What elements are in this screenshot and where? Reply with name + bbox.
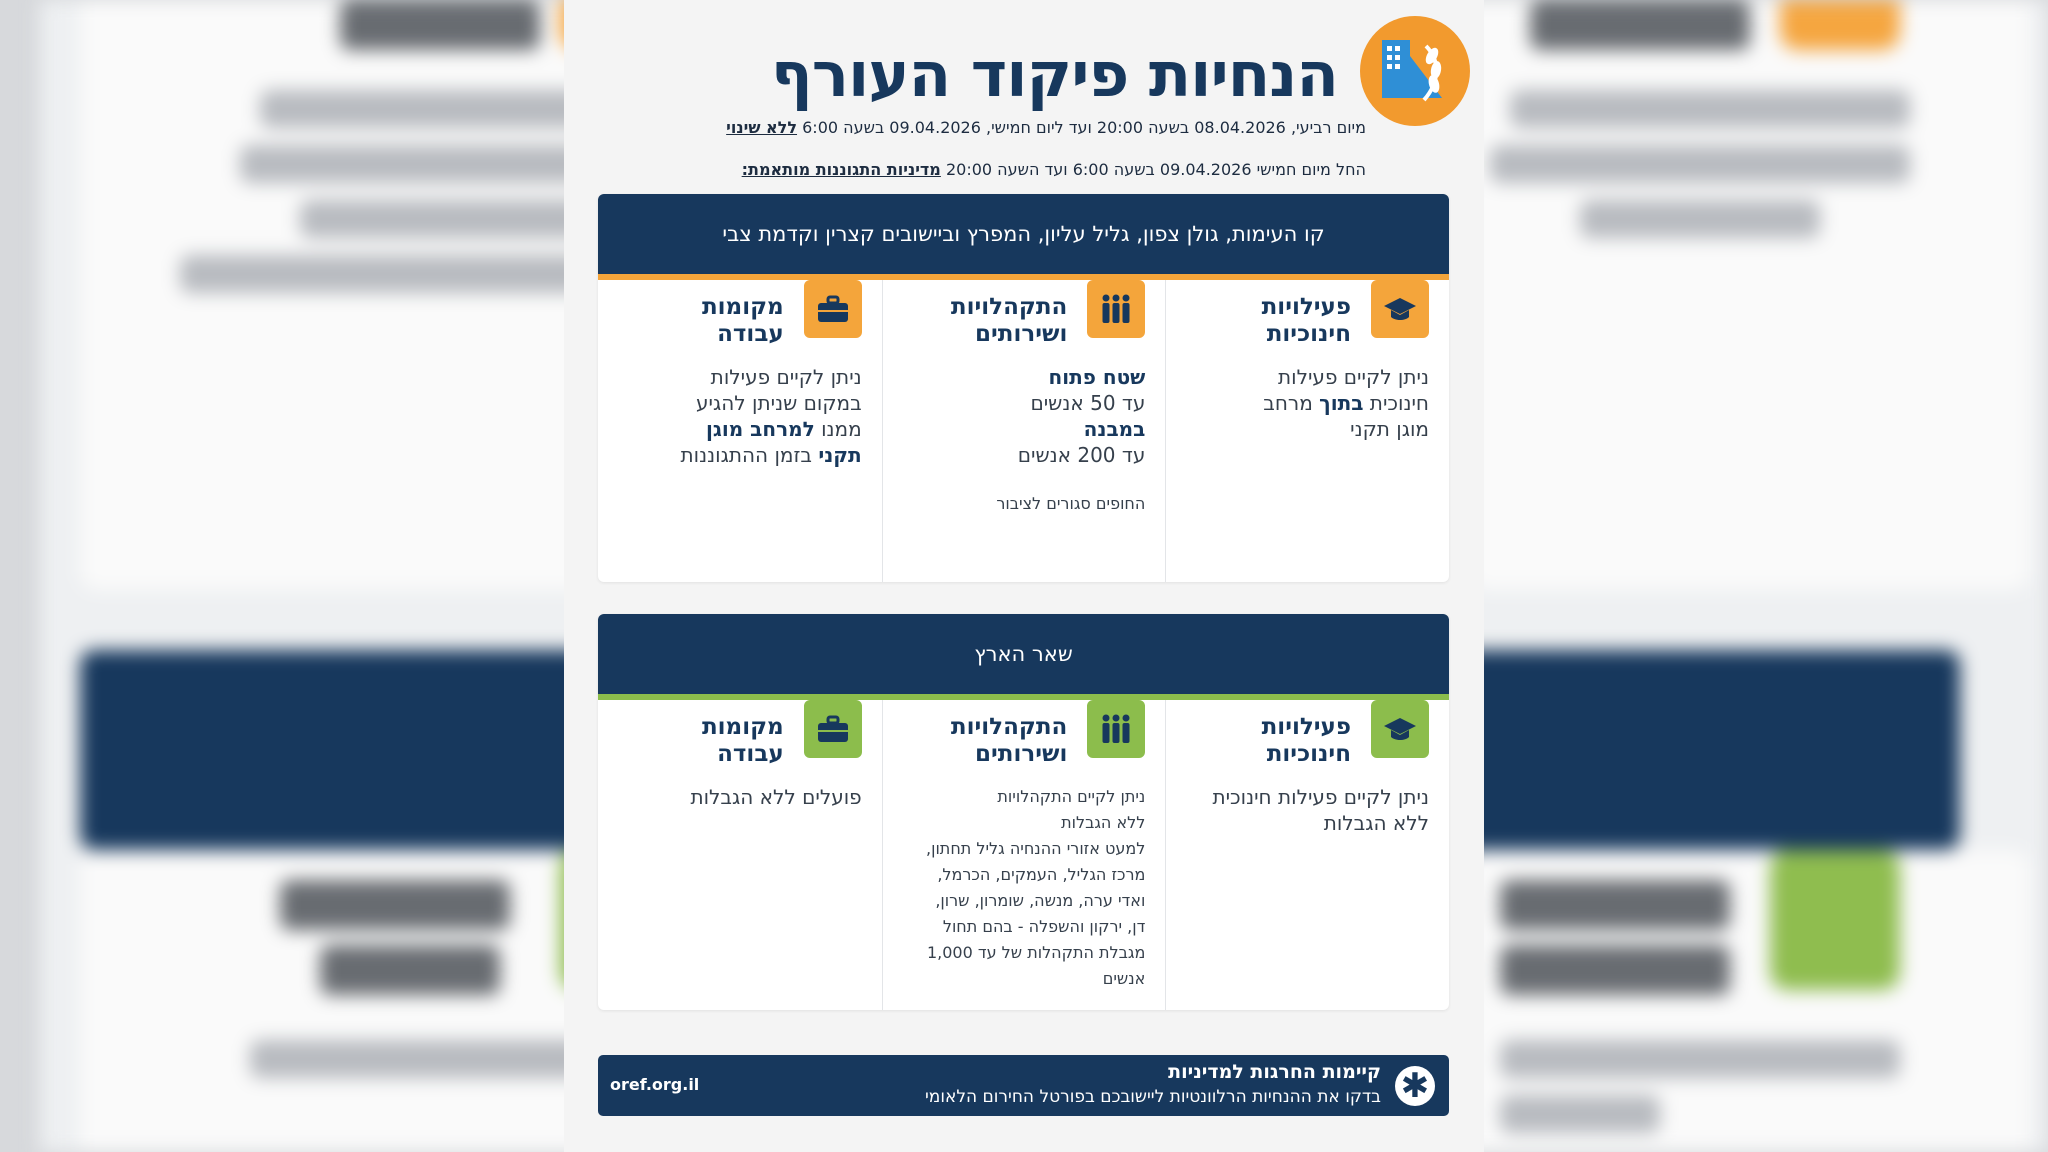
graduation-cap-icon [1371,280,1429,338]
gatherings-text: ניתן לקיים התקהלויות ללא הגבלות למעט אזורי ההנחיה גליל תחתון, מרכז הגליל, העמקים, הכרמל, ואדי ערה, מנשה, שומרון, שרון, דן, ירקון והשפלה - בהם תחול מגבלת התקהלות של עד 1,000 אנשים [926,787,1146,988]
beaches-note: החופים סגורים לציבור [996,494,1146,513]
education-column [1165,700,1449,1010]
section-rest-of-country [598,614,1449,1010]
education-title: פעילויות חינוכיות [1261,294,1351,347]
blurred-icon [1780,0,1900,50]
schedule-line-2-emphasis: מדיניות התגוננות מותאמת: [741,160,941,179]
gatherings-text: שטח פתוח עד 50 אנשים במבנה עד 200 אנשים [1017,365,1146,467]
education-title: פעילויות חינוכיות [1261,714,1351,767]
schedule-line-1-text: מיום רביעי, 08.04.2026 בשעה 20:00 ועד ליום חמישי, 09.04.2026 בשעה 6:00 [802,118,1366,137]
workplaces-column [598,280,882,582]
blurred-text [1500,1040,1900,1078]
exceptions-footer [598,1055,1449,1116]
workplaces-text: ניתן לקיים פעילות במקום שניתן להגיע ממנו למרחב מוגן תקני בזמן ההתגוננות [680,365,862,467]
gatherings-title: התקהלויות ושירותים [950,294,1068,347]
workplaces-title: מקומות עבודה [701,294,784,347]
briefcase-icon [804,280,862,338]
education-text: ניתן לקיים פעילות חינוכית בתוך מרחב מוגן תקני [1263,365,1429,441]
graduation-cap-icon [1371,700,1429,758]
footer-title: קיימות החרגות למדיניות [1168,1061,1381,1083]
blurred-icon [1770,850,1900,990]
schedule-line-2 [742,160,1366,179]
schedule-line-1-emphasis: ללא שינוי [726,118,798,137]
blurred-text [1490,145,1910,183]
blurred-text [1500,945,1730,995]
blurred-card [1470,0,2030,590]
people-group-icon [1087,700,1145,758]
blurred-text [1500,880,1730,930]
gatherings-column [882,280,1166,582]
blurred-text [1510,90,1910,128]
briefcase-icon [804,700,862,758]
workplaces-column [598,700,882,1010]
building-shield-icon [1360,16,1470,126]
page-title: הנחיות פיקוד העורף [770,38,1338,111]
blurred-text [280,880,510,930]
gatherings-column [882,700,1166,1010]
education-text: ניתן לקיים פעילות חינוכית ללא הגבלות [1212,785,1429,835]
blurred-background-right [1440,0,2048,1152]
blurred-text [1530,0,1750,50]
blurred-text [1500,1095,1660,1133]
website-link[interactable]: oref.org.il [610,1075,700,1094]
blurred-text [1580,200,1820,238]
blurred-banner [1440,650,1960,850]
workplaces-title: מקומות עבודה [701,714,784,767]
people-group-icon [1087,280,1145,338]
gatherings-title: התקהלויות ושירותים [950,714,1068,767]
workplaces-text: פועלים ללא הגבלות [690,785,862,809]
asterisk-icon: ✱ [1395,1066,1435,1106]
section-header: שאר הארץ [598,614,1449,700]
blurred-text [320,945,500,995]
footer-text: בדקו את ההנחיות הרלוונטיות ליישובכם בפורטל החירום הלאומי [925,1087,1381,1107]
section-header: קו העימות, גולן צפון, גליל עליון, המפרץ וביישובים קצרין וקדמת צבי [598,194,1449,280]
guidelines-poster [564,0,1484,1152]
home-front-command-logo [1360,16,1470,126]
education-column [1165,280,1449,582]
blurred-text [340,0,540,50]
blurred-text [180,255,630,293]
section-conflict-line [598,194,1449,582]
schedule-line-2-text: החל מיום חמישי 09.04.2026 בשעה 6:00 ועד השעה 20:00 [945,160,1366,179]
schedule-line-1 [726,118,1366,137]
